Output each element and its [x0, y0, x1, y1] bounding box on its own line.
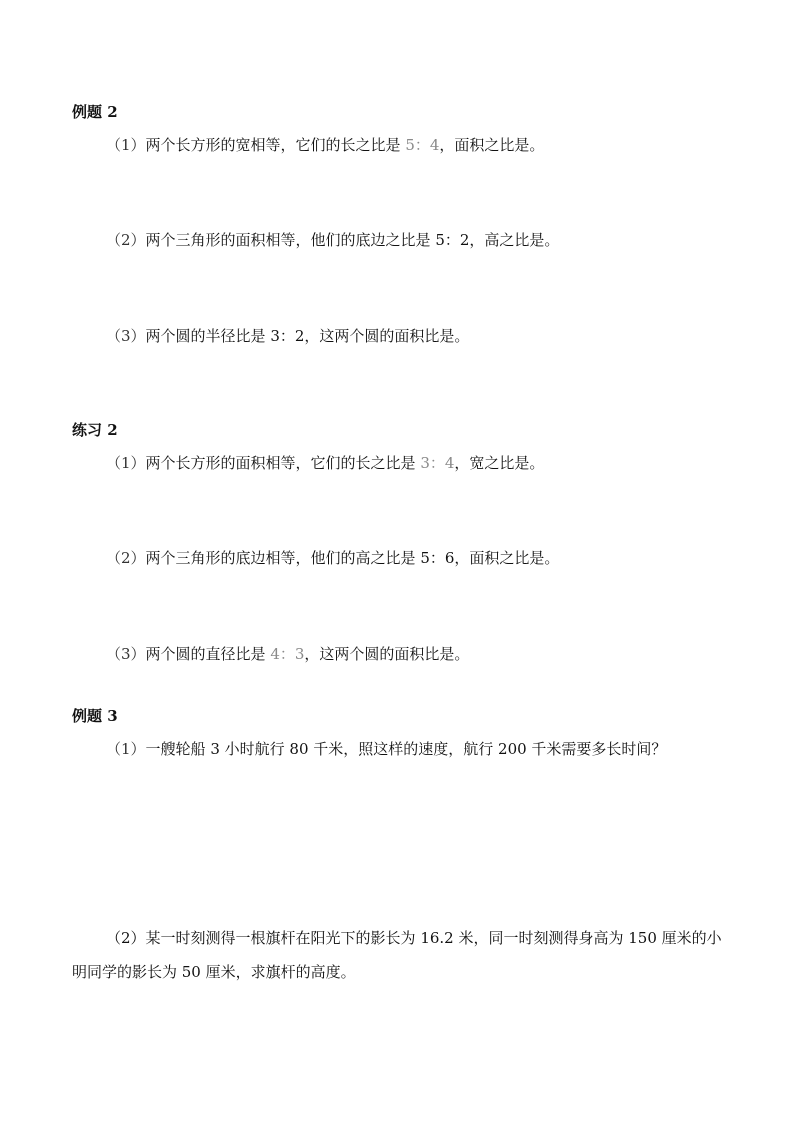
question-text: 两个三角形的面积相等，他们的底边之比是 5：2，高之比是。	[145, 231, 560, 249]
section-title-practice-2: 练习 2	[72, 421, 118, 439]
question-text-end: ，这两个圆的面积比是。	[304, 645, 470, 663]
question-number: （1）	[106, 136, 146, 154]
question-text-end: ，面积之比是。	[439, 136, 545, 154]
question-text: 两个圆的直径比是	[145, 645, 271, 663]
question-ratio: 4：3	[270, 645, 305, 663]
question-number: （3）	[106, 327, 146, 345]
question-text: 某一时刻测得一根旗杆在阳光下的影长为 16.2 米，同一时刻测得身高为 150 厘米的小明同学的影长为 50 厘米，求旗杆的高度。	[72, 929, 722, 981]
question-example2-3	[106, 325, 469, 346]
question-ratio: 3：4	[420, 454, 455, 472]
question-number: （1）	[106, 454, 146, 472]
question-practice2-3	[106, 643, 469, 664]
question-number: （2）	[106, 929, 146, 947]
question-text: 两个长方形的宽相等，它们的长之比是	[145, 136, 406, 154]
question-example2-2	[106, 229, 559, 250]
question-practice2-2	[106, 547, 559, 568]
question-text: 两个圆的半径比是 3：2，这两个圆的面积比是。	[145, 327, 470, 345]
question-ratio: 5：4	[405, 136, 440, 154]
question-practice2-1	[106, 452, 544, 473]
question-example2-1	[106, 134, 544, 155]
question-text: 一艘轮船 3 小时航行 80 千米，照这样的速度，航行 200 千米需要多长时间？	[145, 740, 667, 758]
question-number: （3）	[106, 645, 146, 663]
question-text-end: ，宽之比是。	[454, 454, 545, 472]
question-example3-1	[106, 738, 666, 759]
question-text: 两个三角形的底边相等，他们的高之比是 5：6，面积之比是。	[145, 549, 560, 567]
question-number: （1）	[106, 740, 146, 758]
question-number: （2）	[106, 549, 146, 567]
question-example3-2	[72, 921, 722, 989]
section-title-example-2: 例题 2	[72, 103, 118, 121]
question-text: 两个长方形的面积相等，它们的长之比是	[145, 454, 421, 472]
question-number: （2）	[106, 231, 146, 249]
section-title-example-3: 例题 3	[72, 707, 118, 725]
